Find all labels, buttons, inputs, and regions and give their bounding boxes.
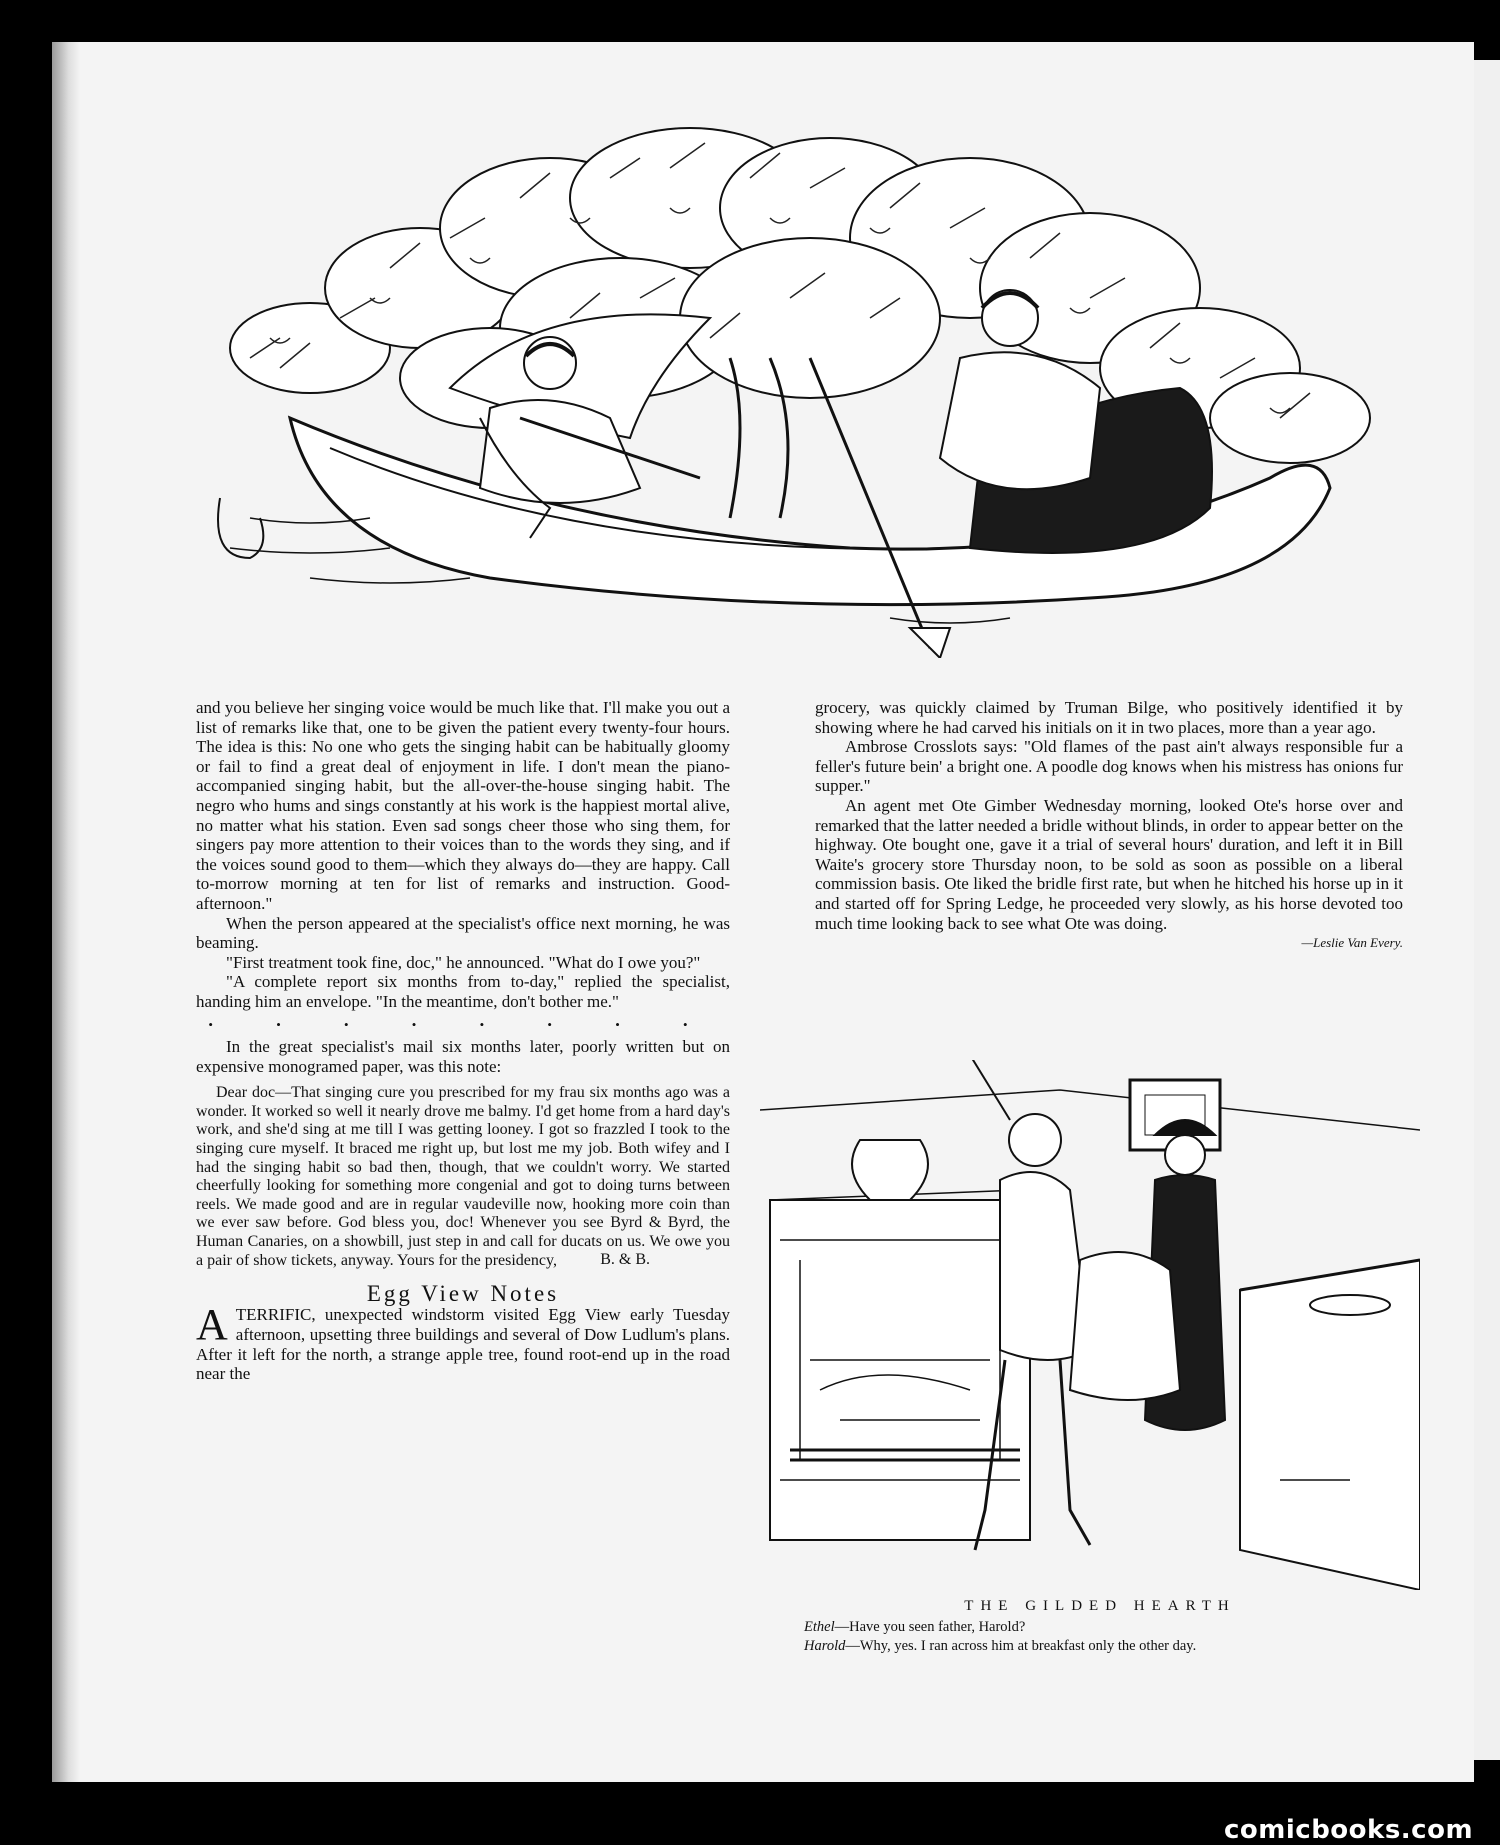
cartoon-title: THE GILDED HEARTH bbox=[964, 1598, 1236, 1614]
letter-block bbox=[196, 1084, 730, 1270]
caption-text: —Why, yes. I ran across him at breakfast only the other day. bbox=[845, 1638, 1197, 1654]
left-article-column bbox=[196, 698, 730, 1384]
caption-text: —Have you seen father, Harold? bbox=[834, 1619, 1026, 1635]
egg-view-paragraph bbox=[196, 1300, 730, 1384]
canoe-under-tree-illustration bbox=[190, 118, 1410, 658]
letter-signature: B. & B. bbox=[600, 1251, 650, 1269]
cartoon-caption bbox=[804, 1618, 1364, 1656]
article-paragraph: An agent met Ote Gimber Wednesday morning, looked Ote's horse over and remarked that the latter needed a bridle without blinds, in order to appear better on the highway. Ote bought one, gave it a trial of several hours' duration, and left it in Bill Waite's grocery store Thursday noon, to be sold as soon as possible on a liberal commission basis. Ote liked the bridle first rate, but when he hitched his horse up in it and started off for Spring Ledge, he proceeded very slowly, as his horse devoted too much time looking back to see what Ote was doing. bbox=[815, 795, 1403, 933]
next-page-edge bbox=[1474, 60, 1500, 1760]
speaker-name: Harold bbox=[804, 1638, 846, 1654]
article-paragraph: Ambrose Crosslots says: "Old flames of the past ain't always responsible fur a feller's future bein' a bright one. A poodle dog knows when his mistress has onions fur supper." bbox=[815, 737, 1403, 796]
byline-row bbox=[815, 933, 1403, 952]
article-paragraph: When the person appeared at the specialist's office next morning, he was beaming. bbox=[196, 913, 730, 953]
drop-cap-letter: A bbox=[196, 1300, 228, 1350]
article-paragraph: "First treatment took fine, doc," he announced. "What do I owe you?" bbox=[226, 952, 701, 972]
section-dots-separator: • • • • • • • • bbox=[208, 1016, 718, 1032]
right-article-column bbox=[815, 698, 1403, 953]
article-paragraph: and you believe her singing voice would be much like that. I'll make you out a list of remarks like that, one to be given the patient every twenty-four hours. The idea is this: No one who gets the singing habit can be habitually gloomy or fail to find a great deal of enjoyment in life. I don't mean the piano-accompanied singing habit, but the all-over-the-house singing habit. The negro who hums and sings constantly at his work is the happiest mortal alive, no matter what his station. Even sad songs cheer those who sing them, for singers pay more attention to their voices than to the words they sing, and if the voices sound good to them—which they always do—they are happy. Call to-morrow morning at ten for list of remarks and instruction. Good-afternoon." bbox=[196, 698, 730, 913]
letter-text: Dear doc—That singing cure you prescribed for my frau six months ago was a wonder. It worked so well it nearly drove me balmy. I'd get home from a hard day's work, and she'd sing at me till I was getting looney. I got so frazzled I took to the singing cure myself. It braced me right up, but lost me my job. Both wifey and I had the singing habit so bad then, though, that we couldn't worry. We started cheerfully looking for something more congenial and got to doing turns between reels. We made good and are in regular vaudeville now, hooking more coin than we ever saw before. God bless you, doc! Whenever you see Byrd & Byrd, the Human Canaries, on a showbill, just step in and call for ducats on us. We owe you a pair of show tickets, anyway. Yours for the presidency, bbox=[196, 1084, 730, 1269]
article-paragraph: grocery, was quickly claimed by Truman Bilge, who positively identified it by showing where he had carved his initials on it in two places, more than a year ago. bbox=[815, 698, 1403, 737]
article-byline: —Leslie Van Every. bbox=[1301, 935, 1403, 951]
page-gutter-shadow bbox=[52, 42, 80, 1782]
egg-view-notes-heading: Egg View Notes bbox=[366, 1280, 560, 1306]
caption-line bbox=[804, 1637, 1364, 1656]
site-watermark: comicbooks.com bbox=[1224, 1815, 1474, 1845]
article-paragraph: In the great specialist's mail six months later, poorly written but on expensive monogramed paper, was this note: bbox=[196, 1037, 730, 1076]
article-paragraph: "A complete report six months from to-day," replied the specialist, handing him an envelope. "In the meantime, don't bother me." bbox=[196, 972, 730, 1011]
speaker-name: Ethel bbox=[804, 1619, 835, 1635]
gilded-hearth-cartoon bbox=[760, 1060, 1420, 1590]
egg-view-text: TERRIFIC, unexpected windstorm visited Egg View early Tuesday afternoon, upsetting three buildings and several of Dow Ludlum's plans. After it left for the north, a strange apple tree, found root-end up in the road near the bbox=[196, 1305, 730, 1384]
caption-line bbox=[804, 1618, 1364, 1637]
